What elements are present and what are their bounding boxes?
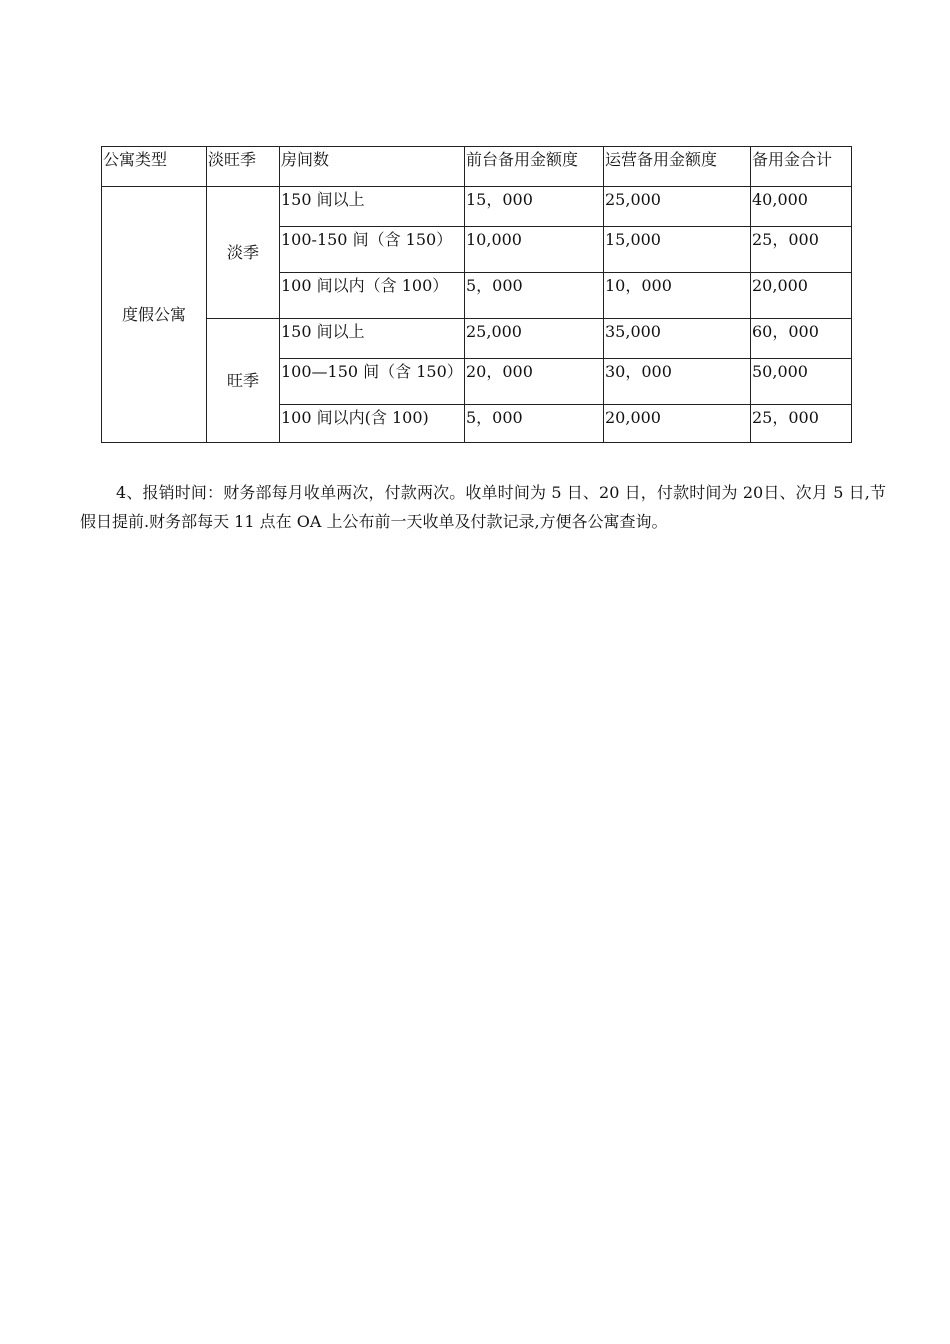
apartment-type-cell: 度假公寓 [102,187,207,443]
header-front-desk-fund: 前台备用金额度 [465,147,604,187]
table-header-row [102,147,852,187]
front-desk-cell: 25,000 [465,319,604,359]
rooms-cell: 150 间以上 [280,319,465,359]
header-room-count: 房间数 [280,147,465,187]
front-desk-cell: 5，000 [465,405,604,443]
rooms-cell: 100—150 间（含 150） [280,359,465,405]
rooms-cell: 100-150 间（含 150） [280,227,465,273]
header-apartment-type: 公寓类型 [102,147,207,187]
front-desk-cell: 15，000 [465,187,604,227]
front-desk-cell: 20，000 [465,359,604,405]
total-cell: 25，000 [751,405,852,443]
front-desk-cell: 5，000 [465,273,604,319]
total-cell: 25，000 [751,227,852,273]
header-fund-total: 备用金合计 [751,147,852,187]
operations-cell: 15,000 [604,227,751,273]
total-cell: 40,000 [751,187,852,227]
operations-cell: 25,000 [604,187,751,227]
table-row [102,187,852,227]
operations-cell: 30，000 [604,359,751,405]
table-row [102,319,852,359]
header-season: 淡旺季 [207,147,280,187]
total-cell: 20,000 [751,273,852,319]
header-operations-fund: 运营备用金额度 [604,147,751,187]
operations-cell: 10，000 [604,273,751,319]
total-cell: 60，000 [751,319,852,359]
petty-cash-table [101,146,852,443]
season-cell-low: 淡季 [207,187,280,319]
season-cell-high: 旺季 [207,319,280,443]
rooms-cell: 100 间以内（含 100） [280,273,465,319]
operations-cell: 35,000 [604,319,751,359]
total-cell: 50,000 [751,359,852,405]
front-desk-cell: 10,000 [465,227,604,273]
rooms-cell: 100 间以内(含 100) [280,405,465,443]
operations-cell: 20,000 [604,405,751,443]
reimbursement-time-paragraph: 4、报销时间：财务部每月收单两次，付款两次。收单时间为 5 日、20 日，付款时间为 20日、次月 5 日,节假日提前.财务部每天 11 点在 OA 上公布前一天收单及付款记录,方便各公寓查询。 [80,483,886,531]
rooms-cell: 150 间以上 [280,187,465,227]
